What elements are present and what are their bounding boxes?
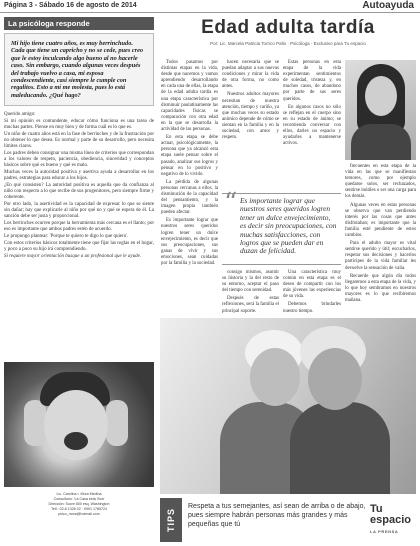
tips-text: Respeta a tus semejantes, así sean de arriba o de abajo, pues siempre habrán personas más grandes y más pequeñas que tú	[188, 503, 366, 528]
article-paragraph: Es importante lograr que nuestros seres queridos logren tener un dulce envejecimiento, es decir que sus preocupaciones, sus ganas de vivir y sus emociones, sean cuidadas por la familia y la sociedad.	[161, 218, 218, 266]
credit-line: Lic. Carolina I. Mora Medina	[56, 492, 102, 496]
article-paragraph: consigo mismos, asumir su historia y la del resto de su entorno, aceptar el paso del tiempo con serenidad.	[222, 270, 279, 294]
article-column-3-lower	[283, 270, 341, 315]
logo-text: Tu espacio	[370, 503, 411, 526]
credit-line: Telf.: 02-6 1326 02 · 0991 1785724	[51, 507, 107, 511]
author-photo	[345, 60, 416, 160]
response-paragraph: ¿En qué consisten? La autoridad positiva es aquella que da confianza al niño con respecto a lo que recibe de sus progenitores, pero siempre firme y coherente.	[4, 183, 154, 201]
article-paragraph: Todos pasamos por distintas etapas en la vida, desde que nacemos y vamos aprendiendo desarrollando en cada una de ellas, la etapa de la edad adulta tardía es una etapa característica por disminuir paulatinamente las capacidades físicas se comparación con otra edad en la que se desarrolla la actividad de las personas.	[161, 60, 218, 133]
response-paragraph: Le propongo plantear: 'Porque te quiero te digo lo que quiero'.	[4, 234, 129, 240]
article-paragraph: En algunos casos no sólo se reflejan en el cuerpo sino en su estado de ánimo; se recomienda conversar con ellos, darles un espacio y ayudarles a mantenerse activos.	[283, 104, 341, 147]
response-paragraph: Si requiere mayor orientación busque a un profesional que le ayude.	[4, 254, 142, 260]
tu-espacio-logo	[370, 504, 416, 537]
section-title: Autoayuda	[362, 0, 414, 11]
elderly-couple-photo	[160, 318, 416, 494]
article-column-1	[161, 60, 218, 315]
reader-letter: Mi hijo tiene cuatro años, es muy berrinchudo. Cada que tiene un capricho y no se cede, pues creo que le estoy inculcando algo bueno al no hacerle caso. Sin embargo, cuando algunas veces después del trabajo vuelvo a casa, mi esposa condescendiente, casi siempre le cumple con regalitos. Esto a mí me molesta, pues lo está maleducando. ¿Qué hago?	[4, 33, 154, 106]
article-paragraph: Estas personas en esta etapa de la vida experimentan sentimientos de soledad, tristeza y, en muchos casos, de abandono por parte de sus seres queridos.	[283, 60, 341, 102]
article-paragraph: En esta etapa se debe actuar, psicológicamente, la persona que ya alcanzó esta etapa suele pensar sobre el pasado, analizar sus logros y pensar en lo positivo y negativo de lo vivido.	[161, 135, 218, 177]
response-paragraph: Los berrinches ocurren porque la herramienta más cercana es el llanto; por eso es importante que ambos padres estén de acuerdo.	[4, 221, 154, 233]
psychologist-credits	[4, 492, 154, 517]
response-paragraph: Querido amigo:	[4, 112, 36, 118]
article-column-3	[283, 60, 341, 190]
response-paragraph: Por otro lado, la asertividad es la capacidad de expresar lo que se siente sin dañar; hay que explicarle al niño por qué no y qué se espera de él. La sanción debe ser justa y proporcional.	[4, 202, 154, 220]
advice-column-title: La psicóloga responde	[4, 17, 154, 30]
quote-mark-icon: “	[224, 188, 238, 218]
logo-subtext: LA PRENSA	[370, 529, 399, 534]
credit-line: Consultorio: 'La Casa está Viva'	[53, 497, 105, 501]
article-paragraph: Algunas veces en estas personas se observa que van perdiendo interés por las cosas que antes disfrutaban; es importante que la familia esté pendiente de estos cambios.	[345, 202, 416, 239]
pull-quote-text: Es importante lograr que nuestros seres queridos logren tener un dulce envejecimiento, es decir sin preocupaciones, con muchas satisfacciones, con logros que se pueden dar en duzan de felicidad.	[240, 196, 337, 256]
advice-column	[4, 17, 154, 261]
crying-child-photo	[4, 362, 154, 487]
credit-line: Dirección: Sucre 800 esq. Washington	[48, 502, 110, 506]
article-title: Edad adulta tardía	[201, 17, 375, 38]
article-paragraph: Una característica muy común en esta etapa es el deseo de compartir con los más jóvenes las experiencias de su vida.	[283, 270, 341, 300]
article-paragraph: Después de estas reflexiones, será la familia el principal soporte.	[222, 296, 279, 314]
response-paragraph: Si mi opinión es contundente, educar cómo funciona es una tarea de muchas partes. Piense en muy bien y de forma cuál es lo que es.	[4, 119, 154, 131]
response-paragraph: Con estos criterios básicos totalmente tiene que fijar las reglas en el hogar, y poco a poco su hijo irá comprendiendo.	[4, 241, 154, 253]
tips-tag: TIPS	[160, 498, 182, 542]
article-paragraph: Para el adulto mayor es vital sentirse querido y útil; escucharlos, respetar sus decisiones y hacerlos partícipes de la vida familiar les devuelve la sensación de valía.	[345, 241, 416, 271]
article-column-2-lower	[222, 270, 279, 315]
pull-quote	[222, 188, 341, 265]
article-paragraph: hacen necesaria que se puedan adaptar a sus nuevas condiciones y mirar la vida de otra forma, no como antes.	[222, 60, 279, 90]
response-paragraph: Muchas veces la autoridad positiva y asertiva ayuda a desarrollar en los padres, estrategias para educar a los hijos.	[4, 170, 154, 182]
article-header	[160, 17, 416, 46]
article-column-2	[222, 60, 279, 190]
response-paragraph: Los padres deben consignar una misma línea de criterios que correspondan a los valores de respeto, paciencia, obediencia, sinceridad y conceptos básicos sobre qué es bueno y qué es malo.	[4, 151, 154, 169]
page-number-date: Página 3 - Sábado 16 de agosto de 2014	[4, 2, 137, 9]
article-paragraph: frecuentes en esta etapa de la vida en las que se manifiestan temores, como por ejemplo quedarse solos, ser rechazados, sentirse inútiles o ser una carga para los demás.	[345, 164, 416, 200]
article-paragraph: Nuestros adultos mayores necesitan de nuestra atención, tiempo y cariño, ya que muchas veces su estado anímico depende de cómo se sientan en la familia y en la sociedad, con amor y respeto.	[222, 92, 279, 141]
tips-box	[160, 498, 416, 542]
credit-line: psico_mora@hotmail.com	[58, 512, 100, 516]
page-header	[0, 0, 420, 13]
article-paragraph: Recuerde que algún día todos llegaremos a esta etapa de la vida, y lo que hoy sembramos en nuestros mayores es lo que recibiremos mañana.	[345, 273, 416, 303]
response-paragraph: Un niño de cuatro años está en la fase de berrinches y de la frustración por no obtener lo que desea. Es normal y parte de su desarrollo, pero necesita límites claros.	[4, 132, 154, 150]
article-byline: Por: Lic. Marcela Patricia Torrico Pallo · Psicóloga · Exclusivo para Tu espacio	[210, 41, 366, 46]
article-paragraph: Debemos brindarles nuestro tiempo.	[283, 302, 341, 314]
article-paragraph: La pérdida de algunas personas cercanas a ellos, la disminución de la capacidad del pensamiento, y la imagen propia también pueden afectar.	[161, 179, 218, 216]
advice-response	[4, 112, 154, 260]
